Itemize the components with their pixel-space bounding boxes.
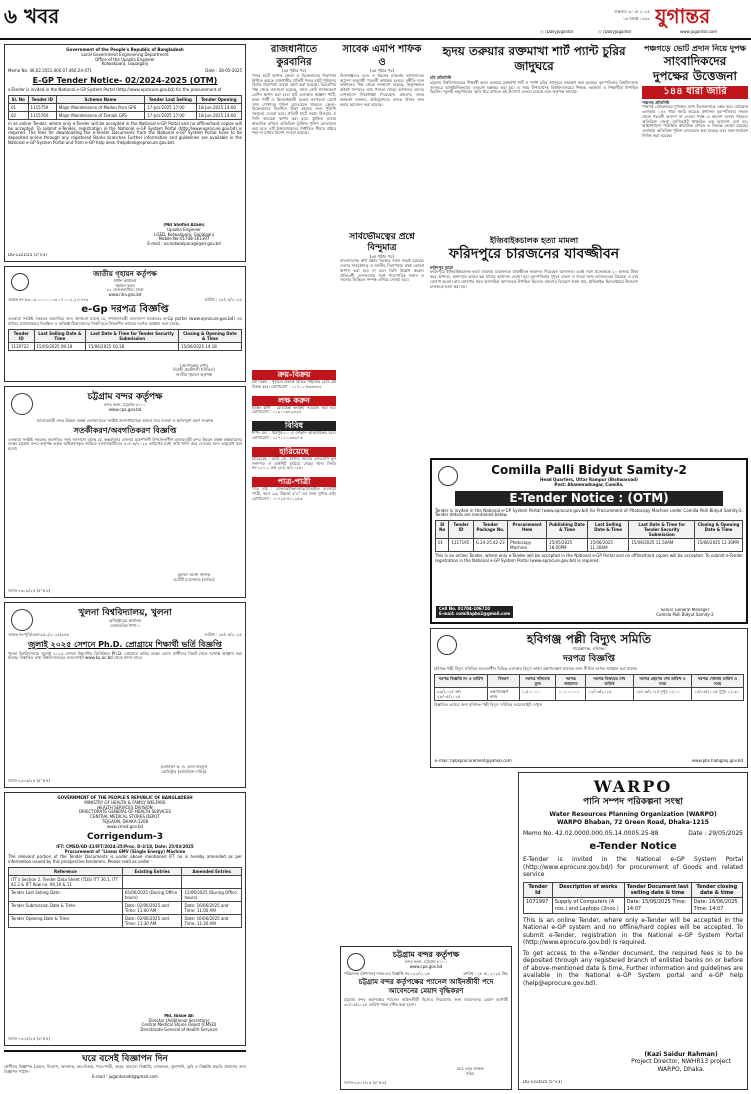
notice-body: চট্টগ্রাম বন্দর কর্তৃপক্ষের প্যানেল আইনজীবী হিসেবে নিয়োগের জন্য আবেদনের মেয়াদ আগামী ৩০/০৬/২০২৫ তারিখ পর্যন্ত বর্ধিত করা হলো। xyxy=(344,996,508,1007)
ad-housing xyxy=(4,266,246,382)
col-header: Tender ID xyxy=(28,95,56,103)
cpa-logo-icon xyxy=(347,953,365,971)
ad-ctg-port-2 xyxy=(340,946,512,1090)
sign-title: Upazila Engineer xyxy=(167,226,201,232)
cell: Tender Last Selling Date: xyxy=(9,889,123,902)
col-header: দরপত্র খোলার তারিখ ও সময় xyxy=(692,674,744,687)
col-header: Last Date & Time for Tender Security Submission xyxy=(86,329,179,342)
org-name: খুলনা বিশ্ববিদ্যালয়, খুলনা xyxy=(78,608,172,618)
memo-no: Memo No. 46.02.3551.000.07.466.24-471 xyxy=(8,68,92,74)
table-row xyxy=(9,915,242,928)
page-label: ৬ খবর xyxy=(4,4,60,28)
cell: ১৫/০৬/২০২৫ দুপুর ১২:০০ xyxy=(633,687,692,700)
notice-title: e-Gp দরপত্র বিজ্ঞপ্তি xyxy=(81,303,169,315)
notice-title: Corrigendum-3 xyxy=(87,831,163,842)
notice-title: চট্টগ্রাম বন্দর কর্তৃপক্ষের প্যানেল আইনজীবী পদে আবেদনের মেয়াদ বৃদ্ধিকরণ xyxy=(358,978,494,996)
contact-email[interactable]: E-mail: comillapbs2@gmail.com xyxy=(439,611,511,617)
tender-table xyxy=(434,674,744,701)
dg-code: ডিজি-২৩১৬/২৫ (৫"×৫) xyxy=(8,779,50,784)
contact-block xyxy=(436,606,513,618)
tender-table xyxy=(8,95,242,120)
notice-intro: Tender is invited in the National e-GP System Portal (www.eprocure.gov.bd) for Procurement of Photocopy Machine under Comilla Palli Bidyut Samity-2. Tender details are mentioned below. xyxy=(435,507,743,518)
col-header: Procurement Item xyxy=(508,521,547,539)
notice-intro: The relevant portion of the Tender Documents is under above mentioned IFT no is hereby amended as per information issued by this prospective tenderers. Please read as under - xyxy=(8,854,242,865)
dg-code: ডিজি-১৩১৪/২৫ (৩"×৫) xyxy=(8,1037,50,1042)
contact-cell: Cell No. 01704-106710 xyxy=(439,606,491,612)
signature-block xyxy=(119,1014,239,1033)
notice-body-2: To get access to the e-Tender document, the required fees is to be deposited through any registered branch of enlisted banks on or before of above-mentioned date & time, Further information and guidelines are available in the National e-GP System portal and e-GP help (help@eprocure.gov.bd). xyxy=(523,949,743,987)
cell: Date: 16/06/2025 and Time: 11:30 AM xyxy=(182,915,242,928)
col-header: Last Date & Time for Tender Security Submission xyxy=(629,521,695,539)
org-web[interactable]: www.pbs.habiganj.gov.bd xyxy=(691,759,743,764)
memo-no: Memo No. 42.02.0000.000.05.14.0005.25-88 xyxy=(523,830,659,838)
depot-line: CENTRAL MEDICAL STORES DEPOT xyxy=(90,814,160,820)
col-header: দরপত্র বিজ্ঞপ্তি নং ও তারিখ xyxy=(435,674,488,687)
cell: 01 xyxy=(436,539,449,552)
ift-ref: IFT: CMSD/GD-31/IFT/2024-25/Proc. D-3/18, Date: 25/03/2025 xyxy=(56,843,194,849)
notice-title: জুলাই ২০২৫ সেশনে Ph.D. প্রোগ্রামে শিক্ষার্থী ভর্তি বিজ্ঞপ্তি xyxy=(28,639,222,649)
org-web[interactable]: www.cmsd.gov.bd xyxy=(106,823,144,829)
col-header: দরপত্র গ্রহণের শেষ তারিখ ও সময় xyxy=(633,674,692,687)
memo-date: Date : 28-05-2025 xyxy=(205,68,242,74)
cell: ৯৯/২০২৫ তাং ২৮/০৫/২০২৫ xyxy=(435,687,488,700)
cell: 1115760 xyxy=(28,111,56,119)
home-ad-title: ঘরে বসেই বিজ্ঞাপন দিন xyxy=(82,1054,168,1064)
office-line: Office of the Upazila Engineer xyxy=(95,56,155,62)
org-line: প্রধান কার্যালয় xyxy=(113,277,137,283)
article-byline: (৩য় পৃষ্ঠার পর) xyxy=(369,68,395,73)
gov-line: Government of the People's Republic of Bangladesh xyxy=(66,47,184,52)
cell: 15/06/2025 11.50AM xyxy=(629,539,695,552)
article-byline: চবি প্রতিনিধি xyxy=(430,75,451,80)
col-header: Tender Last Selling xyxy=(145,95,196,103)
cell: Date: 16/06/2025 and Time: 11:00 AM xyxy=(182,902,242,915)
news-article-hridoy xyxy=(430,44,638,232)
cell: ১৫/০৬/২০২৫ দুপুর ১২:৩০ xyxy=(692,687,744,700)
col-header: Scheme Name xyxy=(56,95,144,103)
cell: 1120722 xyxy=(9,342,35,350)
ad-warpo xyxy=(518,772,748,1090)
classified-title: বিবিধ xyxy=(252,421,336,431)
date-line-2: ১৬ জ্যৈষ্ঠ ১৪৩২ xyxy=(622,17,650,21)
org-name: চট্টগ্রাম বন্দর কর্তৃপক্ষ xyxy=(87,392,163,402)
signature-block xyxy=(435,1067,505,1077)
warpo-logo: WARPO xyxy=(593,777,673,796)
cell: 15/06/2025 14:18 xyxy=(178,342,241,350)
cell xyxy=(122,876,182,889)
pbs-logo-icon xyxy=(438,466,458,486)
classified-body: প্লট বিক্রয় : পূর্বাচল প্রকল্পে বিভিন্ন সাইজের রেডি প্লট বিক্রয় হবে। যোগাযোগ : ০১৭১১-৫৬৩৪৬২ xyxy=(252,379,336,389)
notice-title: E-GP Tender Notice- 02/2024-2025 (OTM) xyxy=(32,75,218,85)
home-ad-banner xyxy=(4,1050,246,1090)
org-name: জাতীয় গৃহায়ন কর্তৃপক্ষ xyxy=(93,270,157,278)
news-article-kurbani xyxy=(252,44,336,364)
classified-title: ক্রয়-বিক্রয় xyxy=(252,370,336,380)
cell: Date: 02/06/2025 and Time: 11:30 AM xyxy=(122,915,182,928)
memo-date: তারিখ : ২৮ মে, ২০২৫ খ্রিঃ xyxy=(463,970,508,976)
article-body: পশুর হাটে আগত ক্রেতা ও বিক্রেতাদের নিরাপত্তা নিশ্চিত করতে রাজধানীর প্রতিটি পশুর হাটে পুলিশের বিশেষ নিরাপত্তা ব্যবস্থা গ্রহণ করা হয়েছে। ডিএমপির পক্ষ থেকে জানানো হয়েছে, জাল নোট শনাক্তকরণ মেশিন স্থাপন করা হবে। হাট এলাকায় অজ্ঞান পার্টি, মলম পার্টি ও ছিনতাইকারী চক্রের তৎপরতা রোধে সাদা পোশাকে পুলিশ মোতায়েন থাকবে। ক্রেতা-বিক্রেতাদের নিরাপদে টাকা বহনের জন্য পুলিশি সহায়তা দেওয়া হবে। প্রতিটি হাটে ওয়াচ টাওয়ার ও সিসি ক্যামেরা স্থাপন করা হবে। ট্রাফিক ব্যবস্থা স্বাভাবিক রাখতে অতিরিক্ত ট্রাফিক পুলিশ মোতায়েন করা হবে। হাট ইজারাদারদের নির্ধারিত সীমার বাইরে পশু না রাখার নির্দেশ দেওয়া হয়েছে। xyxy=(252,72,336,136)
article-kicker: ইজিবাইকচালক হত্যা মামলা xyxy=(489,236,579,245)
cell: 01 xyxy=(9,103,29,111)
website-link[interactable]: www.jugantor.com xyxy=(680,30,717,34)
org-location: শায়েস্তাগঞ্জ, হবিগঞ্জ। xyxy=(572,646,606,651)
article-body: পঞ্চগড় প্রেসক্লাবের দুপক্ষের মধ্যে উত্তেজনাকে কেন্দ্র করে প্রেসক্লাব এলাকায় ১৪৪ ধারা জারি করেছে প্রশাসন। বৃহস্পতিবার সকাল থেকে পরবর্তী আদেশ না দেওয়া পর্যন্ত এ আদেশ বলবৎ থাকবে। অতিরিক্ত জেলা ম্যাজিস্ট্রেট স্বাক্ষরিত এক আদেশে বলা হয়, আইনশৃঙ্খলা পরিস্থিতি স্বাভাবিক রাখতে এ সিদ্ধান্ত নেওয়া হয়েছে। এলাকায় অতিরিক্ত পুলিশ মোতায়েন করা হয়েছে এবং সভা-সমাবেশ নিষিদ্ধ করা হয়েছে। xyxy=(642,104,748,139)
table-row xyxy=(435,687,744,700)
notice-title: দরপত্র বিজ্ঞপ্তি xyxy=(563,653,615,664)
location-line: Kotwalipara, Gopalganj xyxy=(101,61,149,67)
sign-name: মোঃ ওমর ফারুক xyxy=(456,1067,484,1072)
twitter-icon: ⓧ xyxy=(598,30,602,34)
notice-title: E-Tender Notice : (OTM) xyxy=(455,491,723,506)
article-kicker: পঞ্চগড়ে ভোট প্রদান নিয়ে দুপক্ষ xyxy=(644,44,746,53)
cell: G.24-25.42-23 xyxy=(473,539,507,552)
home-ad-email[interactable]: E-mail : jugantoradd@gmail.com xyxy=(92,1073,158,1079)
org-name: হবিগঞ্জ পল্লী বিদ্যুৎ সমিতি xyxy=(527,632,651,646)
col-header: Description of works xyxy=(552,882,624,898)
col-header: Tender Document last selling date & time xyxy=(624,882,691,898)
article-body: চট্টগ্রাম বিশ্ববিদ্যালয়ের শিক্ষার্থী হৃদয় তরুয়ার রক্তমাখা শার্ট ও প্যান্ট চবির জাদুঘরে সংরক্ষণ করা হয়েছে। বৃহস্পতিবার বিশ্ববিদ্যালয় জাদুঘরে আনুষ্ঠানিকভাবে এগুলো হস্তান্তর করা হয়। এ সময় উপাচার্যসহ বিশ্ববিদ্যালয়ের শিক্ষক, কর্মকর্তা ও শিক্ষার্থীরা উপস্থিত ছিলেন। জুলাই অভ্যুত্থানের স্মৃতি ধরে রাখতে এই উদ্যোগ নেওয়া হয়েছে বলে কর্তৃপক্ষ জানায়। xyxy=(430,79,638,95)
directorate-line: DIRECTORATE GENERAL OF HEALTH SERVICES xyxy=(78,809,172,815)
newspaper-logo: যুগান্তর xyxy=(655,4,711,28)
table-row xyxy=(9,876,242,889)
notice-intro: ম্যাতারবাড়ী বন্দর উন্নয়ন প্রকল্প এলাকা হতে সংশ্লিষ্ট জনসাধারণকে অন্যত্র সরে যাওয়া ও ক্ষতিপূরণ গ্রহণ সংক্রান্ত xyxy=(36,417,214,423)
article-byline: পঞ্চগড় প্রতিনিধি xyxy=(642,99,670,105)
sign-title: Mobile No-01708-161397 xyxy=(158,236,210,242)
org-name: চট্টগ্রাম বন্দর কর্তৃপক্ষ xyxy=(392,950,460,959)
cell: 15/06/2025 (During Office hours) xyxy=(182,889,242,902)
cell: Tender Submission Date & Time: xyxy=(9,902,123,915)
sign-name: (Kazi Saidur Rahman) xyxy=(644,1050,718,1058)
col-header: দরপত্র দলিলের মূল্য xyxy=(519,674,556,687)
col-header: Tender Id xyxy=(524,882,553,898)
memo-no: স্মারক নং-৫৩.০৯.০০০০.০০৬.০৭.০০২.২২-৭৭৩ xyxy=(8,296,89,302)
cell: 1117195 xyxy=(449,539,473,552)
org-line: গৃহায়ন ভবন xyxy=(115,282,135,288)
article-headline: হৃদয় তরুয়ার রক্তমাখা শার্ট প্যান্ট চুরির জাদুঘরে xyxy=(442,44,626,73)
article-headline-highlight: ১৪৪ ধারা জারি xyxy=(642,86,748,99)
signature-block xyxy=(129,765,239,775)
cell: Date: 15/06/2025 Time: 14:07 xyxy=(624,898,691,914)
col-header: Tender ID xyxy=(9,329,35,342)
col-header: Closing & Opening Date & Time xyxy=(695,521,743,539)
article-body: বিশেষজ্ঞদের মতে এ ধরনের মামলায় আদালতের আদেশ অনুযায়ী পরবর্তী কার্যক্রম চলবে। দুর্নীতি দমন কমিশনের পক্ষ থেকে জানানো হয়েছে, অনুসন্ধানে অবৈধ সম্পদের তথ্য পাওয়া গেছে। আদালত তাদের দেশত্যাগে নিষেধাজ্ঞা দিয়েছেন। মামলার তদন্ত কর্মকর্তা জানান, অভিযুক্তদের ব্যাংক হিসাব জব্দ করার আবেদন করা হয়েছে। xyxy=(340,72,424,107)
col-header: Last Selling Date & Time xyxy=(34,329,86,342)
org-bangla-name: পানি সম্পদ পরিকল্পনা সংস্থা xyxy=(583,797,683,807)
table-row xyxy=(9,342,242,350)
ad-cmsd xyxy=(4,792,246,1046)
dg-code: DG-1314/25 (5"×3) xyxy=(523,1080,562,1085)
org-name: Comilla Palli Bidyut Samity-2 xyxy=(491,463,687,477)
pbs-logo-icon xyxy=(437,635,457,655)
org-section: একাডেমিক শাখা-১ xyxy=(109,623,141,629)
sign-name: (মোহাম্মদ ছ. এ. আল মাহমুদ) xyxy=(160,765,208,770)
gov-line: GOVERNMENT OF THE PEOPLE'S REPUBLIC OF BANGLADESH xyxy=(57,795,193,800)
notice-footer: বিস্তারিত তথ্যের জন্য হবিগঞ্জ পল্লী বিদ্যুৎ সমিতির ওয়েবসাইট দেখুন। xyxy=(434,701,543,707)
col-header: দরপত্র জামানত xyxy=(556,674,586,687)
cell: Tender Opening Date & Time: xyxy=(9,915,123,928)
ad-habiganj-pbs xyxy=(430,628,748,768)
home-ad-body: শ্রেণীবদ্ধ বিজ্ঞাপন (যেমন, নিয়োগ, আবশ্যক, ক্রয়-বিক্রয়, পাত্র-পাত্রী, ভাড়া, হারানো বিজ্ঞপ্তি, শোকসভা, কুলখানি, কুরি ও বিজ্ঞপ্তি প্রভৃতি প্রকাশের জন্য বিজ্ঞাপন পাঠান। xyxy=(4,1064,246,1075)
classified-body: মিক্সিং প্লান্ট : রেডিমিক্স কংক্রিট সরবরাহ করা হয়। যোগাযোগ : ০১৯১১৩৪২৬২৩ xyxy=(252,404,336,415)
classified-body: শপিং মল : মিরপুর-১০ এ দোকান ভাড়া/বিক্রয় হবে। যোগাযোগ : ০১৭১১-০৩৩২৭৩ xyxy=(252,430,336,440)
cell: Date: 02/06/2025 and Time: 11:00 AM xyxy=(122,902,182,915)
article-headline: সার্বভৌমত্বের প্রশ্নে বিন্দুমাত্র xyxy=(349,232,415,254)
cell: Supply of Computers (4 nos.) and Laptops (2nos.) xyxy=(552,898,624,914)
org-office: রেজিস্ট্রারের কার্যালয় xyxy=(108,618,142,624)
col-header: Publishing Date & Time xyxy=(547,521,588,539)
sign-title: নির্বাহী প্রকৌশলী (সিভিল) xyxy=(173,367,215,373)
sign-title: সচিব xyxy=(465,1071,475,1077)
signature-block xyxy=(621,1051,741,1074)
article-headline: সাবেক এমপি শফিক ও xyxy=(342,44,422,68)
org-line: ৮২ সেগুনবাগিচা, ঢাকা xyxy=(106,287,144,293)
tender-table xyxy=(523,882,743,914)
cell: Major Maintenance of Tamaik GPS xyxy=(56,111,144,119)
cell: 18-Jun-2025 14:00 xyxy=(196,103,241,111)
sign-title: এস্টেট ম্যানেজার (অতিঃ) xyxy=(173,577,215,583)
procurement-line: Procurement of "Linear 6MV (Single Energy) Machine xyxy=(64,848,186,854)
org-post: Post: Ahammadnagar, Cumilla. xyxy=(554,481,624,487)
notice-title: e-Tender Notice xyxy=(589,840,677,852)
org-web[interactable]: www.cpa.gov.bd xyxy=(108,407,142,413)
cell: ITT's Section 2. Tender Data Sheet (TDS) ITT 36.1, ITT 42.2 & IFT Row no. 09,10 & 11 xyxy=(9,876,123,889)
tender-table xyxy=(8,329,242,351)
notice-body: This is an online Tender, where only e-Tender will be accepted in the National e-GP system and no offline/hard copies will be accepted. To submit e-Tender, registration in the National e-GP System Portal (http://www.eprocure.gov.bd) is required. xyxy=(523,916,743,947)
cell: 1071997 xyxy=(524,898,553,914)
org-name: Water Resources Planning Organization (WARPO) xyxy=(549,811,717,819)
sign-org: Comilla Palli Bidyut Samity-2 xyxy=(656,612,714,618)
org-hq: Head Quarters, Uttar Rampur (Bishwaroad) xyxy=(540,477,638,482)
sign-name: (আসাদুল্লাহ শেখ) xyxy=(180,363,208,368)
cell: ১০,০০০.০০ xyxy=(556,687,586,700)
article-headline: রাজধানীতে কুরবানির xyxy=(270,44,318,68)
notice-intro: e-Tender is invited in the National e-GP System Portal (http://www.eprocure.gov.bd) for the procurement of xyxy=(8,86,222,92)
dept-line: Local Government Engineering Department xyxy=(81,51,169,57)
article-headline: সাংবাদিকদের xyxy=(663,54,727,68)
nha-logo-icon xyxy=(11,273,29,291)
cell: 15/06/2025 10:18 xyxy=(86,342,179,350)
memo-date: Date : 29/05/2025 xyxy=(688,830,743,838)
classified-title: হারিয়েছে xyxy=(252,447,336,457)
classifieds-section xyxy=(252,370,424,690)
org-address: বন্দর ভবন, চট্টগ্রাম-৪১০০ xyxy=(405,959,447,964)
cell: 17-Jun-2025 17:00 xyxy=(145,103,196,111)
sign-title: WARPO, Dhaka. xyxy=(657,1065,705,1073)
ad-comilla-pbs xyxy=(430,458,748,624)
col-header: Last Selling Date & Time xyxy=(587,521,628,539)
contact-email[interactable]: E-mail: hpbsprocurement@yahoo.com xyxy=(435,759,512,764)
notice-body: খুলনা বিশ্ববিদ্যালয়ে জুলাই ২০২৫ সেশনে নিম্নবর্ণিত ডিসিপ্লিনে Ph.D. প্রোগ্রামে ভর্তির লক্ষ্যে যোগ্য প্রার্থীদের নিকট থেকে দরখাস্ত আহ্বান করা যাচ্ছে। বিস্তারিত তথ্য বিশ্ববিদ্যালয়ের ওয়েবসাইট www.ku.ac.bd থেকে জানা যাবে। xyxy=(8,650,242,661)
cell: ১,৫০০.০০ xyxy=(519,687,556,700)
col-header: Tender closing date & time xyxy=(691,882,742,898)
col-header: Existing Entries xyxy=(122,868,182,876)
facebook-icon: ⓕ xyxy=(540,30,544,34)
notice-intro: হবিগঞ্জ পল্লী বিদ্যুৎ সমিতির আওতাধীন বিভিন্ন এলাকায় বিদ্যুৎ লাইন রক্ষণাবেক্ষণ কাজের জন্য সীমিত দরপত্র আহ্বান করা যাচ্ছে। xyxy=(434,666,638,672)
memo-date: তারিখ : ২৫/০৫/২০২৫ xyxy=(204,631,242,637)
ad-ctg-port xyxy=(4,386,246,598)
col-header: Tender ID xyxy=(449,521,473,539)
col-header: Tender Package No. xyxy=(473,521,507,539)
notice-body: এতদ্বারা সংশ্লিষ্ট সকলের অবগতির জন্য জানানো যাচ্ছে যে, কক্সবাজার জেলার মহেশখালী উপজেলাধীন মাতারবাড়ী বন্দর উন্নয়ন প্রকল্প বাস্তবায়নের লক্ষ্যে চট্টগ্রাম বন্দর কর্তৃপক্ষ কর্তৃক অধিগ্রহণকৃত জমিতে বসবাসকারীদের ৩০/০৬/২০২৫ তারিখের মধ্যে জমি খালি করে দেওয়ার জন্য অনুরোধ করা হলো। xyxy=(8,436,242,452)
notice-intro: এতদ্বারা সংশ্লিষ্ট সকলের অবগতির জন্য জানানো যাচ্ছে যে, গণপ্রজাতন্ত্রী বাংলাদেশ সরকারের e-Gp portal (www.eprocure.gov.bd) এর মাধ্যমে যথাযথভাবে নিবন্ধিত ও অভিজ্ঞ ঠিকাদারদের নিকট হতে নিম্নবর্ণিত কাজের দরপত্র আহ্বান করা যাচ্ছে। xyxy=(8,316,242,327)
article-byline: (৩য় পৃষ্ঠার পর) xyxy=(369,253,395,259)
org-web[interactable]: www.cpa.gov.bd xyxy=(409,963,443,969)
col-header: Tender Opening xyxy=(196,95,241,103)
cell: 1115759 xyxy=(28,103,56,111)
cell: Photocopy Machine xyxy=(508,539,547,552)
cell: 25/05/2025 18.00PM xyxy=(547,539,588,552)
sign-email: E-mail : ue.kotwalipara@lged.gov.bd xyxy=(147,241,221,247)
article-byline: (৩য় পৃষ্ঠার পর) xyxy=(281,68,307,73)
memo-no: স্মারক নং-খুবি/একা-৯৫১/২০২৫/৯৪৬ xyxy=(8,631,70,637)
org-web[interactable]: www.nha.gov.bd xyxy=(108,292,142,298)
cell: রক্ষণাবেক্ষণ কাজ xyxy=(487,687,519,700)
classified-title: পাত্র-পাত্রী xyxy=(252,477,336,487)
article-headline: দুপক্ষের উত্তেজনা xyxy=(653,69,737,83)
news-article-faridpur xyxy=(430,236,638,456)
sign-name: মুহাম্মদ আলী সিদ্দিক xyxy=(177,573,211,578)
sign-title: জাতীয় গৃহায়ন কর্তৃপক্ষ xyxy=(175,372,213,378)
article-body: ফরিদপুরে ইজিবাইকচালক হত্যা মামলায় চারজনকে যাবজ্জীবন কারাদণ্ড দিয়েছেন আদালত। একই সঙ্গে প্রত্যেককে ২০ হাজার টাকা করে অর্থদণ্ড, অনাদায়ে আরও ছয় মাসের কারাদণ্ড দেওয়া হয়। বৃহস্পতিবার দুপুরে জেলা ও দায়রা জজ আদালতের বিচারক এ রায় ঘোষণা করেন। রায় ঘোষণার সময় আসামিরা আদালতে উপস্থিত ছিলেন। মামলার বিবরণে জানা যায়, ইজিবাইক ছিনতাইয়ের উদ্দেশ্যে চালককে হত্যা করা হয়। xyxy=(430,269,638,289)
article-body: বাংলাদেশের স্বার্থ রক্ষায় সরকার সর্বদা সচেষ্ট রয়েছে। দেশের সার্বভৌমত্ব ও জাতীয় নিরাপত্তার প্রশ্নে কোনো আপস করা হবে না বলে তিনি উল্লেখ করেন। প্রতিবেশী দেশগুলোর সঙ্গে পারস্পরিক সম্মান ও সমতার ভিত্তিতে সম্পর্ক এগিয়ে নেওয়া হবে। xyxy=(340,258,424,283)
ad-egp-kotwalipara xyxy=(4,44,246,262)
org-address: WARPO Bhaban, 72 Green Road, Dhaka-1215 xyxy=(557,818,709,826)
social-link-facebook[interactable]: ⓕ /DailyJugantor xyxy=(540,30,574,34)
news-article-panchagarh xyxy=(642,44,748,454)
notice-intro: E-Tender is invited in the National e-GP System Portal (http://www.eprocure.gov.bd/) for procurement of Goods and related service xyxy=(523,856,743,879)
notice-title: সতর্কীকরণ/অবগতিকরণ বিজ্ঞপ্তি xyxy=(73,425,177,435)
col-header: Closing & Opening Date & Time xyxy=(178,329,241,342)
ad-khulna-uni xyxy=(4,602,246,788)
signature-block xyxy=(630,608,740,618)
sign-title: Central Medical Stores Depot (CMSD) xyxy=(141,1022,217,1028)
table-row xyxy=(9,111,242,119)
memo-date: তারিখ : ২৮/০৫/২০২৫ xyxy=(204,296,242,302)
dg-code: DG-1321/25 (3"×3) xyxy=(8,253,47,258)
notice-body: This is an online Tender, where only e-Tender will be accepted in the National e-GP Portal and no offline/hard copies will be accepted. To submit e-Tender registration in the National e-GP System Portal (www.eprocure.gov.bd) is required. xyxy=(435,553,743,563)
cell: 15/05/2025 09:18 xyxy=(34,342,86,350)
col-header: বিবরণ xyxy=(487,674,519,687)
cell: 15/06/2025 12.30PM xyxy=(695,539,743,552)
col-header: Reference xyxy=(9,868,123,876)
cell xyxy=(182,876,242,889)
table-row xyxy=(436,539,743,552)
col-header: Sl No xyxy=(436,521,449,539)
sign-title: Director (Additional Secretary) xyxy=(148,1017,210,1023)
classified-title: লক্ষ করুন xyxy=(252,396,336,406)
masthead xyxy=(0,0,751,40)
table-row xyxy=(524,898,743,914)
signature-block xyxy=(149,364,239,378)
cell: 15/06/2025 11.30AM xyxy=(587,539,628,552)
table-row xyxy=(9,103,242,111)
table-row xyxy=(9,889,242,902)
sign-title: LGED, Kotwalipara, Gopalganj xyxy=(154,231,214,237)
cpa-logo-icon xyxy=(11,393,33,415)
classified-body: হারিয়েছে : আমি মো. হাসান, আমার এসএসসি মূল সনদপত্র ও মার্কশিট হারিয়ে গেছে। থানা জিডি নং-১২১০, তাং ২৮/০৫/২০২৫। xyxy=(252,455,336,471)
cell: ১২/০৬/২০২৫ xyxy=(586,687,634,700)
ministry-line: MINISTRY OF HEALTH & FAMILY WELFARE xyxy=(84,799,166,805)
sign-title: রেজিস্ট্রার (অতিরিক্ত দায়িত্ব) xyxy=(161,769,207,775)
cell: 02 xyxy=(9,111,29,119)
article-byline: ফরিদপুর ব্যুরো xyxy=(430,264,454,270)
article-headline: ফরিদপুরে চারজনের যাবজ্জীবন xyxy=(448,246,620,262)
sign-title: Project Director, NWHR13 project xyxy=(631,1058,731,1065)
signature-block xyxy=(149,573,239,583)
sign-name: (Md Shofiul Azam) xyxy=(163,223,205,228)
org-address: বন্দর ভবন, চট্টগ্রাম-৪১০০ xyxy=(104,402,146,408)
social-link-twitter[interactable]: ⓧ /DailyJugantor xyxy=(598,30,632,34)
sign-name: Md. Ibaue Ali xyxy=(164,1013,194,1018)
cell: Date: 16/06/2025 Time: 14:07 xyxy=(691,898,742,914)
news-article-mp xyxy=(340,44,424,230)
corrigendum-table xyxy=(8,867,242,928)
col-header: Amended Entries xyxy=(182,868,242,876)
col-header: Sl. No xyxy=(9,95,29,103)
ku-logo-icon xyxy=(11,609,33,631)
news-article-sovereignty xyxy=(340,232,424,364)
signature-block xyxy=(129,223,239,247)
cell: 05/06/2025 (During Office hours) xyxy=(122,889,182,902)
dg-code: ডিজি-২৩০৭/২৫ (৩"×৩) xyxy=(344,1081,386,1086)
cell: 17-Jun-2025 17:00 xyxy=(145,111,196,119)
location-line: TEJGAON, DHAKA-1208 xyxy=(101,818,149,824)
table-row xyxy=(9,902,242,915)
cell: 18-Jun-2025 14:00 xyxy=(196,111,241,119)
services-line: HEALTH SERVICES DIVISION xyxy=(97,804,153,810)
cell: Major Maintenance of Madon Para GPS xyxy=(56,103,144,111)
classified-body: পাত্র চাই : ডাক্তার/ইঞ্জিনিয়ার/প্রতিষ্ঠিত ব্যবসায়ী পাত্রী, বয়স ২৬, উচ্চতা ৫'৪" এর জন্য সুপাত্র চাই। যোগাযোগ : ০১৭২৪-৪১১২৫৬ xyxy=(252,486,336,501)
date-line-1: শুক্রবার ৩০ মে ২০২৫ xyxy=(614,10,650,14)
dg-code: ডিজি-২৩০৯/২৫ (৫"×৩) xyxy=(8,589,50,594)
notice-body: in as online Tender, where only e-Tender will be accepted in the National e-GP Portal and no offline/hard copies will be accepted. To submit e-Tender, registration in the National e-GP System Portal (http://www.eprocure.gov.bd) is required. The fees for downloading the e-Tender Documents from the National e-GP System Portal have to be deposited online through any registered Banks branches Further information and guidelines are available in the National e-GP System Portal and from e-GP help desk (helpdesk@eprocure.gov.bd). xyxy=(8,120,242,145)
memo-no: পরিচালক (প্রশাসন) দপ্তর-এর বিজ্ঞপ্তি নং-১২২/২০২৫ xyxy=(344,970,430,976)
sign-title: Directorate General of Health Services xyxy=(140,1027,218,1033)
tender-table xyxy=(435,520,743,552)
col-header: দরপত্র বিক্রয়ের শেষ তারিখ xyxy=(586,674,634,687)
sign-title: Senior General Manager xyxy=(660,608,710,613)
